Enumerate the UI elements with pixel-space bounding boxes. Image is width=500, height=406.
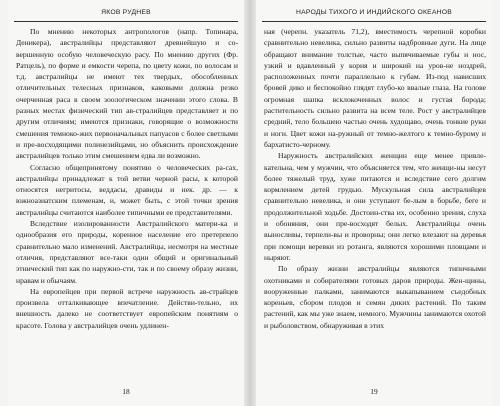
paragraph: Наружность австралийских женщин еще менее привле-кательна, чем у мужчин, что объясняется тем, что женщи-ны несут более тяжелый труд, хуже питаются и вследствие сего долгим кормлением детей грудью. Мускульная сила австралийцев сравнительно невелика, и они уступают бе-лым в борьбе, беге и продолжительной ходьбе. Достоин-ства их, особенно зрения, слуха и обоняния, они пре-восходят белых. Австралийцы очень выносливы, терпели-вы и проворны; они легко влезают на деревья при помощи веревки из ротанга, являются хорошими пловцами и ныряют. [264,151,486,262]
running-head-right: НАРОДЫ ТИХОГО И ИНДИЙСКОГО ОКЕАНОВ [296,9,452,16]
left-page [8,0,244,406]
paragraph: По мнению некоторых антропологов (напр. Топинара, Деникера), австралийцы представляют древнейшую и со-вершенную особую человеческую расу. По мнению других (Фр. Ратцель), по форме и емкости черепа, по цвету кожи, по волосам и т.д. австралийцы не имеют тех твердых, обособленных отличительных телесных признаков, каковыми должна резко очерченная раса в своем зоологическом значении этого слова. В разных местах физический тип ав-стралийцев представляет и по другим отличиям; имеются признаки, говорящие о возможности смешения темноко-жих первоначальных папуасов с более светлыми и пре-восходящими полинезийцами, но объяснить происхождение австралийцев только этим смешением едва ли возможно. [16,27,238,161]
right-page [256,0,492,406]
running-head-left: ЯКОВ РУДНЕВ [101,9,151,16]
page-number-left: 18 [122,387,130,396]
paragraph: По образу жизни австралийцы являются типичными охотниками и собирателями готовых даров природы. Жен-щины, вооруженные палками, занимаются выкапыванием съедобных кореньев, сбором плодов и семян диких растений. По таким растений, как мы уже знаем, немного. Мужчины занимаются охотой и рыболовством, обнаруживая в этих [264,264,486,330]
paragraph: ная (черепн. указатель 71,2), вместимость черепной коробки сравнительно невелика, сильно развиты надбровные дуги. На лице обращают внимание толстые, часто выпячиваемые губы и нос, узкий и вдавленный у корня и широкий на уров-не ноздрей, расположенных почти параллельно к губам. Из-под нависших бровей дико и беспокойно глядят глубо-ко ввалые глаза. На голове огромная шапка всклокоченных волос и густая борода; растительность сильно развита на всем теле. Рост у австралийцев средний, тело большею частью очень худощаво, очень тонкие руки и ноги. Цвет кожи на-ружный от темно-желтого к темно-бурому и бархатисто-черному. [264,27,486,149]
page-number-right: 19 [370,387,378,396]
body-text-right [264,26,486,331]
book-gutter [244,0,256,406]
header-rule-right [262,21,486,22]
paragraph: Согласно общепринятому понятию о человеческих ра-сах, австралийцы принадлежат к той ветви черной расы, к которой относятся негритосы, веддасы, дравиды и нек. др. — к южноазиатским племенам, и, может быть, с этой точки зрения австралийцы считаются наиболее типичными ее представителями. [16,162,238,217]
paragraph: На европейцев при первой встрече наружность ав-страйцев произвела отталкивающее впечатление. Действи-тельно, их внешность далеко не соответствует европейским понятиям о красоте. Голова у австралийцев очень удлинен- [16,286,238,330]
paragraph: Вследствие изолированности Австралийского матери-ка и однообразия его природы, коренное население его претерпело сравнительно мало изменений. Австралийцы, несмотря на местные отличия, представляют все-таки один общий и оригинальный этнический тип как по наружно-сти, так и по своему образу жизни, нравам и обычаям. [16,219,238,285]
body-text-left [16,26,238,331]
header-rule-left [14,21,238,22]
